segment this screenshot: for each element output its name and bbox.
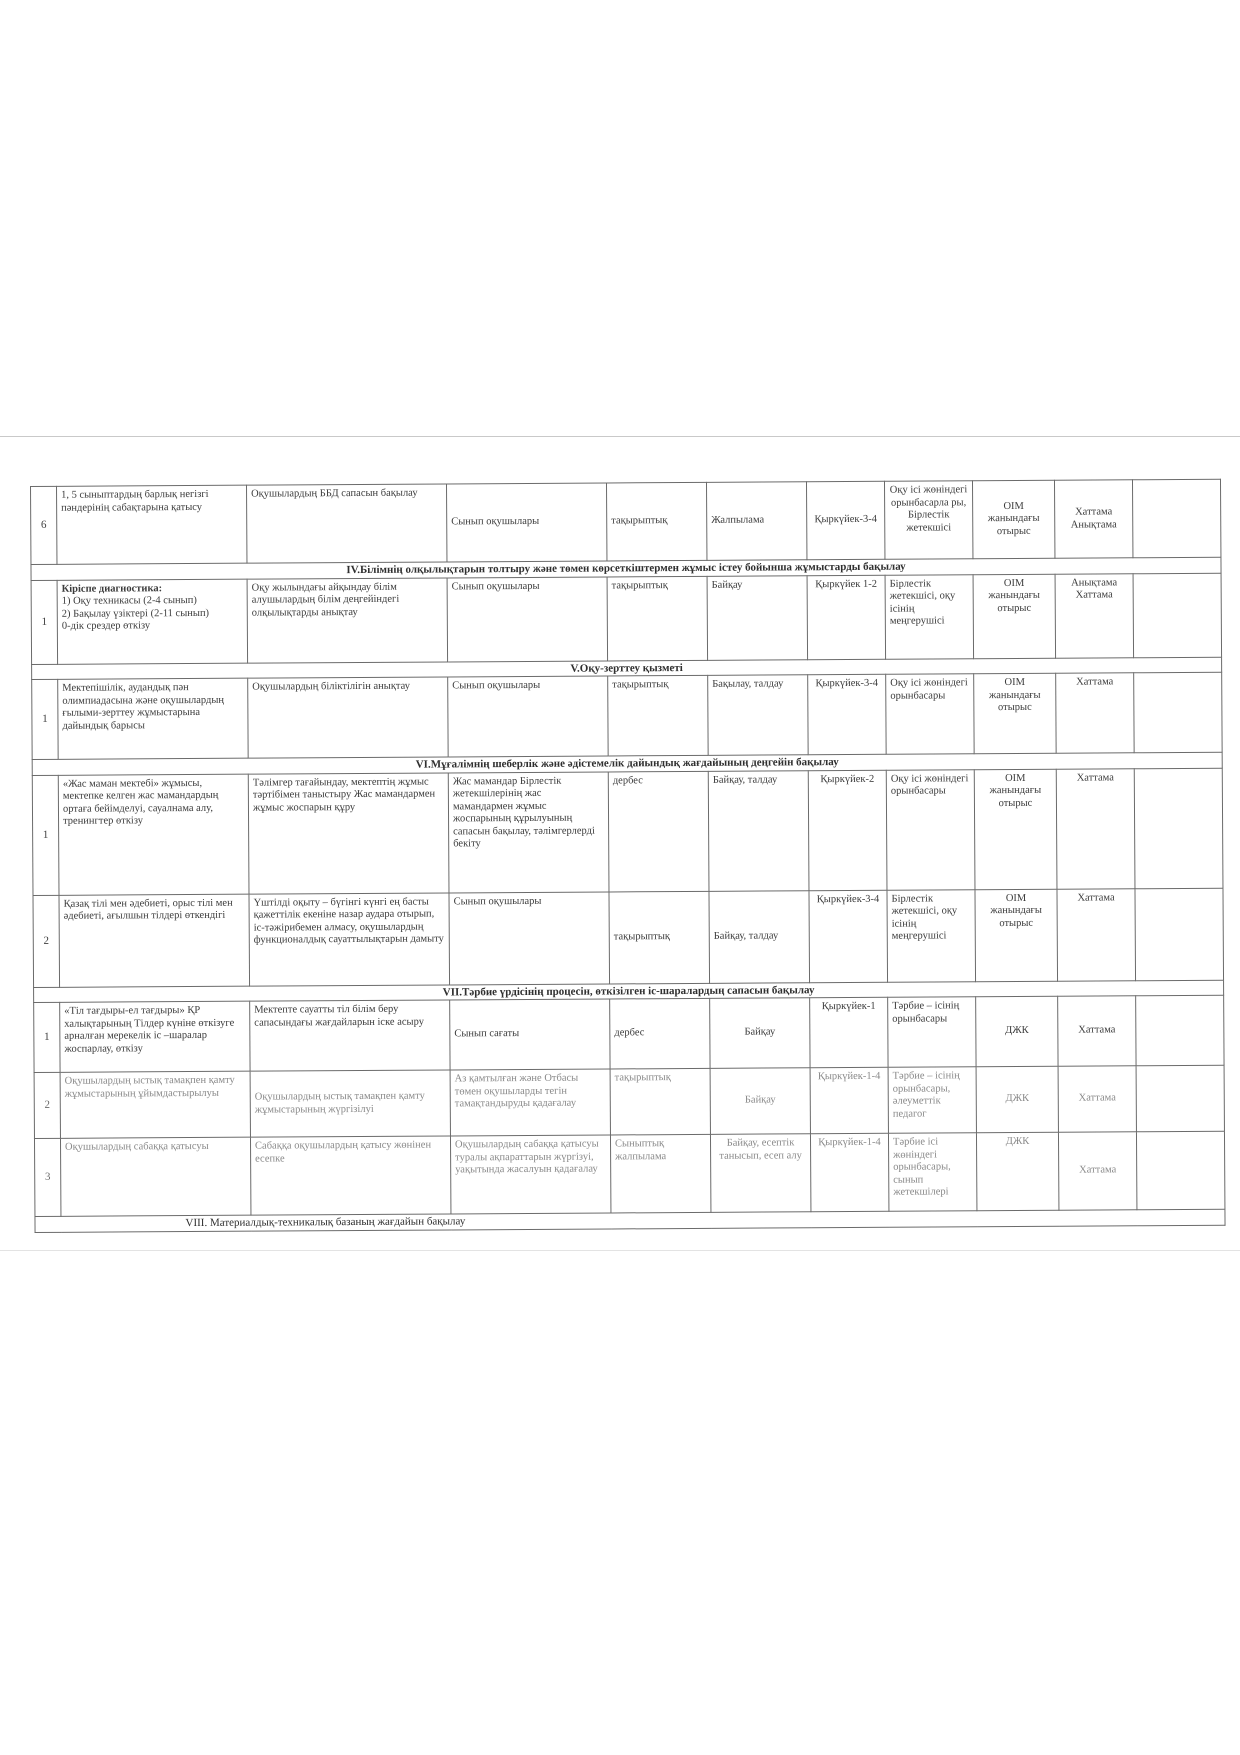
scan-edge-bottom xyxy=(0,1250,1240,1251)
cell-content xyxy=(57,579,248,664)
cell-result: Хаттама xyxy=(1056,768,1135,888)
cell-review: ОІМ жанындағы отырыс xyxy=(974,769,1057,889)
cell-content-item: 1) Оқу техникасы (2-4 сынып) xyxy=(61,594,197,607)
cell-empty xyxy=(1134,768,1223,889)
table-row xyxy=(32,768,1223,895)
table-row xyxy=(34,1131,1224,1216)
cell-purpose: Үштілді оқыту – бүгінгі күнгі ең басты қажеттілік екеніне назар аудара отырып, іс-тәжірибемен алмасу, оқушылардың функционалдық сауаттылықтарын дамыту xyxy=(249,892,450,985)
cell-method: Бақылау, талдау xyxy=(708,675,808,756)
cell-content: Оқушылардың ыстық тамақпен қамту жұмыстарының ұйымдастырылуы xyxy=(60,1071,250,1138)
cell-object: Жас мамандар Бірлестік жетекшілерінің жас мамандармен жұмыс жоспарының құрылуының сапасын бақылау, тәлімгерлерді бекіту xyxy=(448,771,609,892)
cell-result: Хаттама Анықтама xyxy=(1054,480,1132,558)
cell-method: Байқау, талдау xyxy=(709,890,810,983)
cell-responsible: Тәрбие ісі жөніндегі орынбасары, сынып жетекшілері xyxy=(888,1133,976,1212)
table-row xyxy=(31,479,1221,564)
cell-responsible: Оқу ісі жөніндегі орынбасары xyxy=(886,769,975,890)
cell-content: «Тіл тағдыры-ел тағдыры» ҚР халықтарының Тілдер күніне өткізуге арналған мерекелік іс –шаралар жоспарлау, өткізу xyxy=(60,1001,250,1072)
cell-empty xyxy=(1134,672,1222,753)
cell-object: Оқушылардың сабаққа қатысуы туралы ақпараттарын жүргізуі, уақытында жасалуын қадағалау xyxy=(450,1135,610,1214)
cell-purpose: Мектепте сауатты тіл білім беру сапасындағы жағдайларын іске асыру xyxy=(250,1000,450,1071)
section-title: VI.Мұғалімнің шеберлік және әдістемелік дайындық жағдайының деңгейін бақылау xyxy=(32,752,1222,775)
cell-result: Хаттама xyxy=(1058,1066,1136,1132)
cell-type: Сыныптық жалпылама xyxy=(610,1134,710,1213)
cell-type: тақырыптық xyxy=(606,482,706,561)
cell-type: тақырыптық xyxy=(610,1068,710,1135)
cell-empty xyxy=(1136,1131,1224,1210)
cell-method: Жалпылама xyxy=(706,482,806,561)
cell-content-item: 2) Бақылау үзіктері (2-11 сынып) xyxy=(61,607,210,620)
cell-purpose: Оқушылардың біліктілігін анықтау xyxy=(248,677,448,758)
cell-type: тақырыптық xyxy=(607,576,708,661)
cell-type: дербес xyxy=(610,998,710,1069)
cell-object: Сынып оқушылары xyxy=(449,891,610,984)
scan-edge-top xyxy=(0,436,1240,437)
cell-result: Хаттама xyxy=(1058,996,1136,1066)
cell-responsible: Оқу ісі жөніндегі орынбасары xyxy=(886,674,974,755)
table-row xyxy=(31,573,1221,664)
cell-review: ОІМ жанындағы отырыс xyxy=(974,673,1056,753)
cell-empty xyxy=(1136,1065,1224,1132)
cell-content: «Жас маман мектебі» жұмысы, мектепке келген жас мамандардың ортаға бейімделуі, сауалнама алу, тренингтер өткізу xyxy=(58,774,249,895)
cell-responsible: Тәрбие – ісінің орынбасары, әлеуметтік педагог xyxy=(888,1067,976,1134)
cell-date: Қыркүйек-1 xyxy=(810,997,888,1067)
cell-object: Аз қамтылған және Отбасы төмен оқушыларды тегін тамақтандыруды қадағалау xyxy=(450,1069,610,1136)
table-row xyxy=(34,1065,1224,1138)
cell-date: Қыркүйек 1-2 xyxy=(807,575,886,659)
section-title: VII.Тәрбие үрдісінің процесін, өткізілген іс-шаралардың сапасын бақылау xyxy=(34,980,1224,1003)
control-plan-table xyxy=(30,479,1226,1233)
cell-purpose: Оқушылардың ыстық тамақпен қамту жұмыстарының жүргізілуі xyxy=(250,1070,450,1137)
row-number: 1 xyxy=(32,775,59,895)
section-title: V.Оқу-зерттеу қызметі xyxy=(32,657,1222,680)
cell-date: Қыркүйек-3-4 xyxy=(809,890,888,982)
cell-type: тақырыптық xyxy=(609,891,710,984)
cell-date: Қыркүйек-2 xyxy=(808,770,887,890)
cell-responsible: Тәрбие – ісінің орынбасары xyxy=(888,997,976,1068)
cell-content: 1, 5 сыныптардың барлық негізгі пәндерінің сабақтарына қатысу xyxy=(57,485,247,564)
cell-responsible: Бірлестік жетекшісі, оқу ісінің меңгерушісі xyxy=(885,574,974,659)
cell-purpose: Оқу жылындағы айқындау білім алушылардың білім деңгейіндегі олқылықтарды анықтау xyxy=(247,577,448,662)
cell-review: ДЖК xyxy=(976,996,1058,1066)
cell-responsible: Оқу ісі жөніндегі орынбасарла ры, Бірлестік жетекшісі xyxy=(884,481,972,560)
cell-content: Мектепішілік, аудандық пән олимпиадасына және оқушылардың ғылыми-зерттеу жұмыстарына дайындық барысы xyxy=(58,678,248,759)
row-number: 3 xyxy=(34,1138,60,1216)
cell-object: Сынып оқушылары xyxy=(448,676,608,757)
cell-empty xyxy=(1133,573,1222,658)
cell-object: Сынып сағаты xyxy=(450,999,610,1070)
cell-date: Қыркүйек-1-4 xyxy=(810,1133,888,1211)
row-number: 2 xyxy=(33,895,60,987)
cell-method: Байқау, талдау xyxy=(708,770,809,891)
cell-content: Қазақ тілі мен әдебиеті, орыс тілі мен әдебиеті, ағылшын тілдері өткендігі xyxy=(59,894,250,987)
cell-review: ОІМ жанындағы отырыс xyxy=(972,480,1054,558)
cell-result: Хаттама xyxy=(1057,888,1136,980)
row-number: 6 xyxy=(31,486,57,564)
cell-responsible: Бірлестік жетекшісі, оқу ісінің меңгерушісі xyxy=(887,889,976,982)
table-row xyxy=(34,995,1224,1072)
table-row xyxy=(33,888,1224,987)
cell-result: Хаттама xyxy=(1056,673,1134,753)
row-number: 1 xyxy=(32,679,58,759)
cell-type: дербес xyxy=(608,771,709,892)
cell-type: тақырыптық xyxy=(608,675,708,756)
cell-result: Анықтама Хаттама xyxy=(1055,573,1134,657)
cell-content-title: Кіріспе диагностика: xyxy=(61,582,163,595)
cell-review: ДЖК xyxy=(976,1132,1058,1210)
cell-review: ОІМ жанындағы отырыс xyxy=(975,889,1058,981)
row-number: 2 xyxy=(34,1072,60,1138)
cell-object: Сынып оқушылары xyxy=(446,483,606,562)
cell-result: Хаттама xyxy=(1058,1132,1136,1210)
cell-content: Оқушылардың сабаққа қатысуы xyxy=(60,1137,250,1216)
cell-empty xyxy=(1135,888,1224,981)
table-row xyxy=(32,672,1222,759)
cell-empty xyxy=(1132,479,1220,558)
row-number: 1 xyxy=(34,1002,60,1072)
section-title: IV.Білімнің олқылықтарын толтыру және төмен көрсеткіштермен жұмыс істеу бойынша жұмыстарды бақылау xyxy=(31,557,1221,580)
control-plan-table-page xyxy=(30,479,1225,1233)
section-title: VIII. Материалдық-техникалық базаның жағдайын бақылау xyxy=(35,1209,1225,1232)
cell-review: ОІМ жанындағы отырыс xyxy=(973,574,1056,658)
cell-review: ДЖК xyxy=(976,1066,1058,1132)
cell-method: Байқау, есептік танысып, есеп алу xyxy=(710,1134,810,1213)
cell-method: Байқау xyxy=(710,998,810,1069)
cell-method: Байқау xyxy=(707,575,808,660)
row-number: 1 xyxy=(31,580,58,664)
cell-object: Сынып оқушылары xyxy=(447,576,608,661)
cell-date: Қыркүйек-3-4 xyxy=(806,481,884,559)
cell-purpose: Сабаққа оқушылардың қатысу жөнінен есепке xyxy=(250,1136,450,1215)
cell-empty xyxy=(1136,995,1224,1066)
cell-purpose: Тәлімгер тағайындау, мектептің жұмыс тәртібімен таныстыру Жас мамандармен жұмыс жоспарын құру xyxy=(248,772,449,893)
cell-content-item: 0-дік срездер өткізу xyxy=(61,620,151,632)
cell-date: Қыркүйек-3-4 xyxy=(808,674,886,754)
cell-date: Қыркүйек-1-4 xyxy=(810,1067,888,1133)
cell-purpose: Оқушылардың ББД сапасын бақылау xyxy=(246,484,446,563)
cell-method: Байқау xyxy=(710,1068,810,1135)
